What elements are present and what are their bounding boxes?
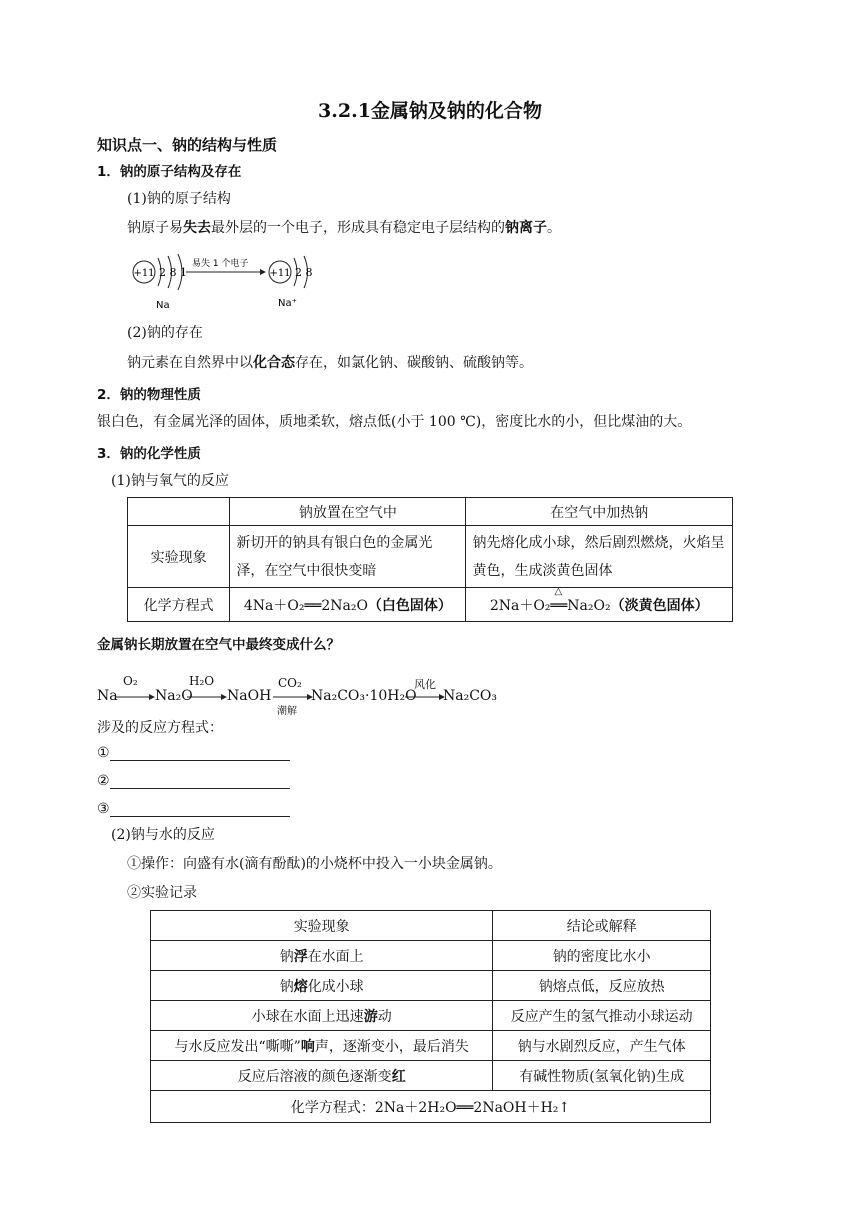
subsection-heading-physical: 2．钠的物理性质	[97, 387, 201, 403]
blank-line-1[interactable]	[97, 745, 290, 761]
arrow-icon	[187, 692, 227, 702]
chain-step-na2co3: Na₂CO₃	[443, 688, 498, 704]
blank-line-3[interactable]	[97, 801, 290, 817]
phenomenon-heat: 钠先熔化成小球，然后剧烈燃烧，火焰呈黄色，生成淡黄色固体	[466, 526, 733, 588]
emphasis-keyword: 红	[391, 1068, 406, 1085]
sub-heading-existence: (2)钠的存在	[127, 325, 203, 341]
na-ion-shell-electrons: 2 8	[295, 266, 313, 279]
arrow-label: 易失 1 个电子	[192, 259, 249, 269]
table-header-conclusion: 结论或解释	[493, 911, 711, 941]
arrow-icon	[405, 692, 445, 702]
emphasis-keyword: 响	[300, 1038, 315, 1055]
ionization-arrow	[186, 257, 266, 275]
table-header-phenomenon: 实验现象	[151, 911, 493, 941]
text-part: 存在，如氯化钠、碳酸钠、硫酸钠等。	[295, 355, 533, 371]
physical-properties-text: 银白色，有金属光泽的固体，质地柔软，熔点低(小于 100 ℃)，密度比水的小，但比煤油的大。	[97, 414, 692, 430]
record-heading: ②实验记录	[127, 885, 197, 901]
emphasis-keyword: 游	[363, 1008, 378, 1025]
phenomenon-cell	[151, 1001, 493, 1031]
text-part: 钠原子易	[127, 220, 183, 236]
row-label-equation: 化学方程式	[128, 588, 230, 622]
phenomenon-cell	[151, 971, 493, 1001]
table-header-air: 钠放置在空气中	[230, 498, 466, 526]
blank-line-2[interactable]	[97, 773, 290, 789]
text-part: 小球在水面上迅速	[251, 1008, 364, 1025]
conclusion-cell: 钠与水剧烈反应，产生气体	[493, 1031, 711, 1061]
text-part: 。	[547, 220, 561, 236]
blank-line	[110, 774, 290, 789]
na-ion-nucleus-label: +11	[269, 268, 291, 279]
arrow-label-h2o: H₂O	[189, 674, 215, 688]
emphasis-keyword: 浮	[293, 948, 308, 965]
emphasis-keyword: 熔	[293, 978, 308, 995]
phenomenon-air: 新切开的钠具有银白色的金属光泽，在空气中很快变暗	[230, 526, 466, 588]
equation-note: （淡黄色固体）	[610, 597, 709, 614]
chain-step-na: Na	[97, 688, 118, 704]
sub-heading-water: (2)钠与水的反应	[111, 827, 215, 843]
water-reaction-table	[150, 910, 711, 1123]
text-part: 钠元素在自然界中以	[127, 355, 253, 371]
text-part: 在水面上	[307, 948, 364, 965]
reaction-prompt: 涉及的反应方程式：	[97, 720, 223, 736]
phenomenon-cell	[151, 941, 493, 971]
conclusion-cell: 钠熔点低，反应放热	[493, 971, 711, 1001]
oxygen-reaction-table	[127, 497, 733, 622]
section-heading: 知识点一、钠的结构与性质	[97, 136, 278, 154]
blank-number: ③	[97, 801, 110, 817]
na-atom	[133, 254, 187, 311]
table-header-heat: 在空气中加热钠	[466, 498, 733, 526]
water-equation: 化学方程式：2Na＋2H₂O══2NaOH＋H₂↑	[151, 1091, 711, 1123]
equation-text: 2Na＋O₂══Na₂O₂	[489, 597, 611, 614]
phenomenon-cell	[151, 1031, 493, 1061]
equation-heat	[466, 588, 733, 622]
heat-condition-icon: △	[554, 586, 563, 597]
text-part: 钠	[279, 978, 294, 995]
blank-number: ②	[97, 773, 110, 789]
table-header-empty	[128, 498, 230, 526]
emphasis-combined-state: 化合态	[253, 355, 295, 371]
conclusion-cell: 反应产生的氢气推动小球运动	[493, 1001, 711, 1031]
arrow-label-co2: CO₂	[278, 676, 302, 690]
text-part: 钠	[279, 948, 294, 965]
row-label-phenomenon: 实验现象	[128, 526, 230, 588]
text-part: 与水反应发出“嘶嘶”	[174, 1038, 301, 1055]
text-part: 反应后溶液的颜色逐渐变	[237, 1068, 392, 1085]
arrow-icon	[115, 692, 155, 702]
text-part: 化成小球	[307, 978, 364, 995]
subsection-heading-chemical: 3．钠的化学性质	[97, 446, 201, 462]
sub-heading-atomic-structure: (1)钠的原子结构	[127, 191, 231, 207]
text-part: 最外层的一个电子，形成具有稳定电子层结构的	[211, 220, 505, 236]
emphasis-sodium-ion: 钠离子	[505, 220, 547, 236]
na-ion-label: Na⁺	[278, 298, 297, 309]
na-ion	[269, 256, 313, 309]
question-heading: 金属钠长期放置在空气中最终变成什么？	[97, 637, 340, 653]
arrow-label-o2: O₂	[123, 674, 138, 688]
sodium-atom-diagram	[128, 250, 318, 314]
page-title: 3.2.1金属钠及钠的化合物	[318, 100, 542, 122]
equation-text: 4Na＋O₂══2Na₂O	[243, 597, 368, 614]
subsection-heading-structure: 1．钠的原子结构及存在	[97, 164, 242, 180]
text-part: 动	[377, 1008, 392, 1025]
conclusion-cell: 钠的密度比水小	[493, 941, 711, 971]
existence-text	[127, 352, 533, 372]
arrow-label-efflorescence: 风化	[414, 678, 436, 691]
blank-line	[110, 802, 290, 817]
sub-heading-oxygen: (1)钠与氧气的反应	[111, 473, 229, 489]
conclusion-cell: 有碱性物质(氢氧化钠)生成	[493, 1061, 711, 1091]
blank-line	[110, 746, 290, 761]
blank-number: ①	[97, 745, 110, 761]
chain-step-naoh: NaOH	[227, 688, 272, 704]
arrow-label-deliquescence: 潮解	[277, 706, 297, 717]
equation-note: （白色固体）	[367, 597, 452, 614]
emphasis-lose: 失去	[183, 220, 211, 236]
chain-step-decahydrate: Na₂CO₃·10H₂O	[311, 688, 417, 704]
chain-step-na2o: Na₂O	[155, 688, 193, 704]
arrow-icon	[273, 692, 313, 702]
na-nucleus-label: +11	[133, 268, 155, 279]
atomic-structure-text	[127, 217, 561, 237]
equation-air	[230, 588, 466, 622]
text-part: 声，逐渐变小，最后消失	[314, 1038, 469, 1055]
na-shell-electrons: 2 8 1	[159, 266, 187, 279]
operation-text: ①操作：向盛有水(滴有酚酞)的小烧杯中投入一小块金属钠。	[127, 856, 502, 872]
phenomenon-cell	[151, 1061, 493, 1091]
na-label: Na	[156, 300, 170, 311]
reaction-chain	[97, 674, 517, 717]
